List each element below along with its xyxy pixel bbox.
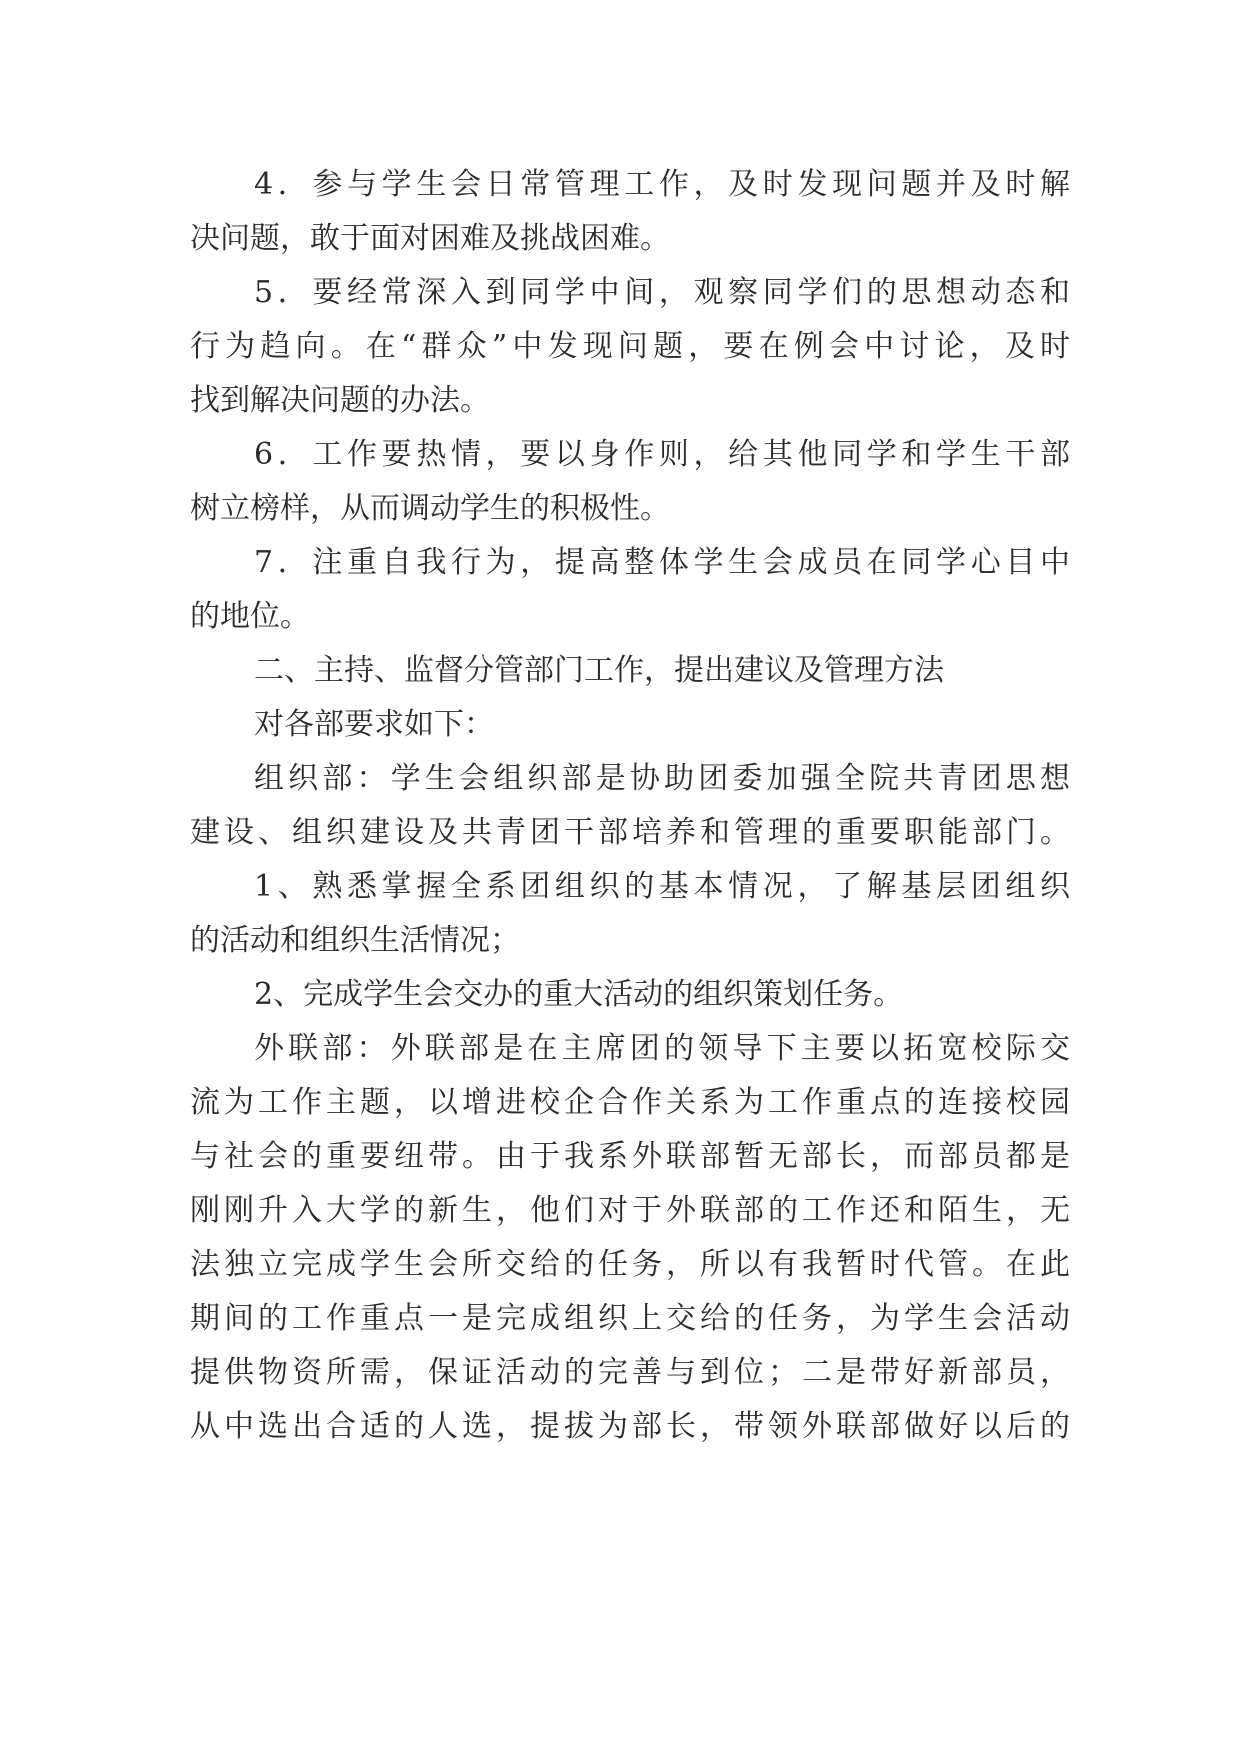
paragraph-line: 7．注重自我行为，提高整体学生会成员在同学心目中 bbox=[254, 545, 1070, 580]
paragraph-line: 外联部：外联部是在主席团的领导下主要以拓宽校际交 bbox=[254, 1031, 1070, 1066]
paragraph-line: 期间的工作重点一是完成组织上交给的任务，为学生会活动 bbox=[190, 1301, 1070, 1336]
paragraph-line: 组织部：学生会组织部是协助团委加强全院共青团思想 bbox=[254, 761, 1070, 796]
section-heading: 二、主持、监督分管部门工作，提出建议及管理方法 bbox=[254, 653, 944, 688]
paragraph-line: 建设、组织建设及共青团干部培养和管理的重要职能部门。 bbox=[190, 815, 1070, 850]
paragraph-line: 从中选出合适的人选，提拔为部长，带领外联部做好以后的 bbox=[190, 1409, 1070, 1444]
paragraph-line: 行为趋向。在“群众”中发现问题，要在例会中讨论，及时 bbox=[190, 329, 1070, 364]
paragraph-line: 的活动和组织生活情况； bbox=[190, 923, 520, 958]
paragraph-line: 5．要经常深入到同学中间，观察同学们的思想动态和 bbox=[254, 275, 1070, 310]
paragraph-line: 4．参与学生会日常管理工作，及时发现问题并及时解 bbox=[254, 167, 1070, 202]
paragraph-line: 2、完成学生会交办的重大活动的组织策划任务。 bbox=[254, 977, 904, 1012]
paragraph-line: 1、熟悉掌握全系团组织的基本情况，了解基层团组织 bbox=[254, 869, 1070, 904]
paragraph-line: 的地位。 bbox=[190, 599, 310, 634]
paragraph-line: 与社会的重要纽带。由于我系外联部暂无部长，而部员都是 bbox=[190, 1139, 1070, 1174]
paragraph-line: 法独立完成学生会所交给的任务，所以有我暂时代管。在此 bbox=[190, 1247, 1070, 1282]
paragraph-line: 提供物资所需，保证活动的完善与到位；二是带好新部员， bbox=[190, 1355, 1070, 1390]
paragraph-line: 流为工作主题，以增进校企合作关系为工作重点的连接校园 bbox=[190, 1085, 1070, 1120]
paragraph-line: 决问题，敢于面对困难及挑战困难。 bbox=[190, 221, 670, 256]
paragraph-line: 找到解决问题的办法。 bbox=[190, 383, 490, 418]
paragraph-line: 6．工作要热情，要以身作则，给其他同学和学生干部 bbox=[254, 437, 1070, 472]
paragraph-line: 对各部要求如下： bbox=[254, 707, 494, 742]
paragraph-line: 树立榜样，从而调动学生的积极性。 bbox=[190, 491, 670, 526]
paragraph-line: 刚刚升入大学的新生，他们对于外联部的工作还和陌生，无 bbox=[190, 1193, 1070, 1228]
